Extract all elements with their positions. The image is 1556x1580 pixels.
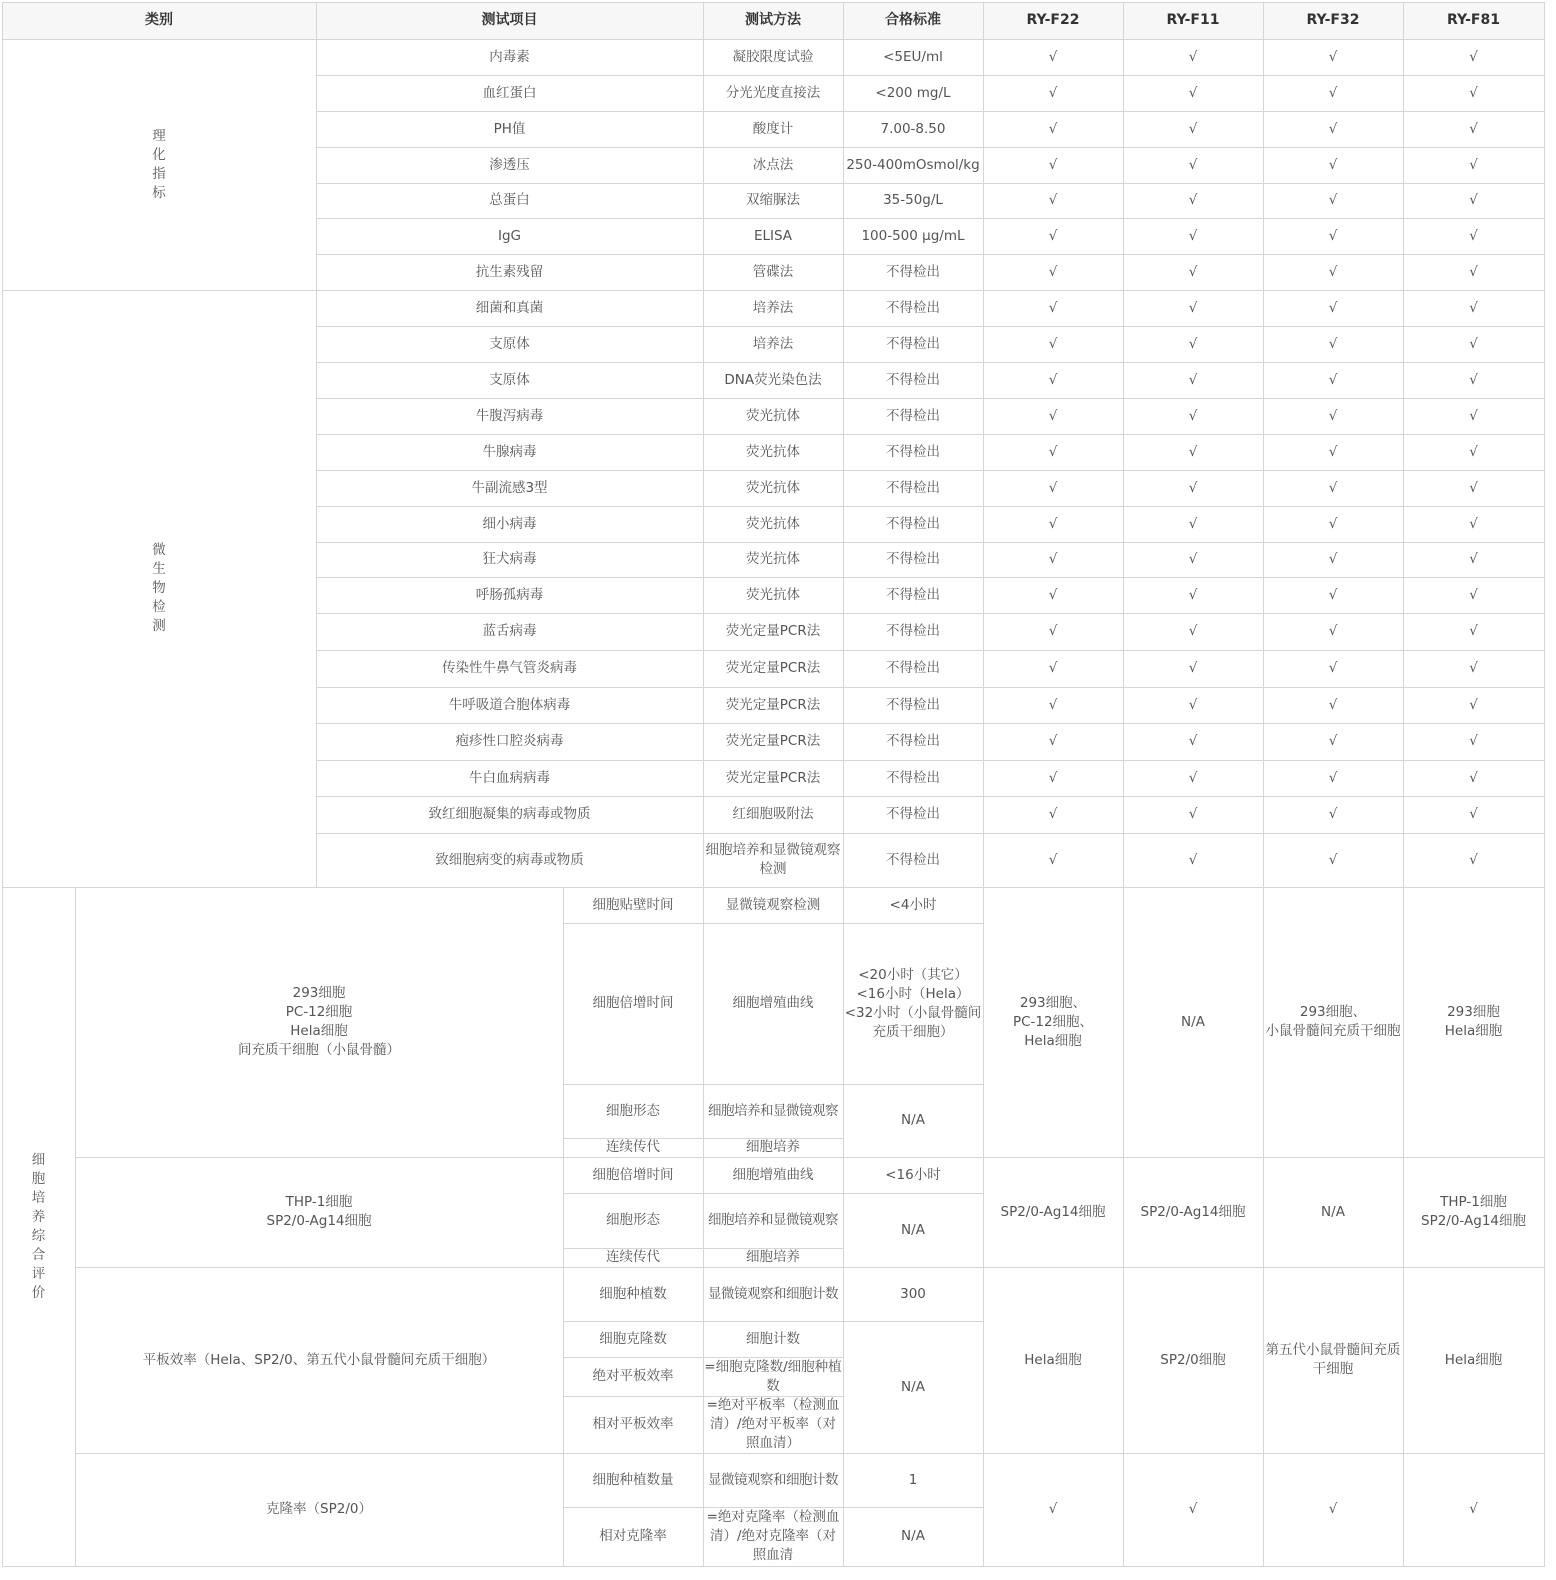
micro-item: 支原体 [489, 371, 530, 388]
physchem-standard: <5EU/ml [883, 48, 943, 65]
group3-method-1: 细胞计数 [746, 1330, 800, 1347]
grid-line [316, 833, 1545, 834]
micro-check-mark: √ [1048, 371, 1058, 388]
group2-ry-f22: SP2/0-Ag14细胞 [1000, 1203, 1106, 1220]
micro-item: 呼肠孤病毒 [475, 586, 544, 603]
grid-line [1123, 2, 1124, 1566]
grid-line [563, 1507, 983, 1508]
group4-ry-f32: √ [1328, 1501, 1338, 1517]
physchem-check-mark: √ [1328, 263, 1338, 280]
micro-check-mark: √ [1188, 806, 1198, 822]
group1-ry-f22: 293细胞、 PC-12细胞、 Hela细胞 [1012, 994, 1094, 1049]
micro-method: 荧光抗体 [746, 586, 800, 603]
physchem-standard: 250-400mOsmol/kg [846, 156, 980, 173]
micro-item: 蓝舌病毒 [482, 623, 537, 639]
micro-check-mark: √ [1048, 299, 1058, 316]
grid-line [843, 2, 844, 1566]
grid-line [563, 887, 564, 1566]
micro-check-mark: √ [1469, 623, 1478, 639]
group3-method-3: =绝对平板率（检测血清）/绝对平板率（对照血清） [706, 1397, 840, 1451]
micro-check-mark: √ [1048, 407, 1058, 424]
grid-line [1263, 2, 1264, 1566]
micro-check-mark: √ [1328, 551, 1338, 567]
micro-check-mark: √ [1469, 660, 1478, 676]
grid-line [316, 147, 1545, 148]
group1-item-3: 连续传代 [606, 1139, 660, 1155]
micro-check-mark: √ [1048, 806, 1058, 822]
micro-check-mark: √ [1469, 851, 1478, 868]
grid-line [2, 887, 1545, 888]
physchem-check-mark: √ [1188, 48, 1198, 65]
grid-line [316, 111, 1545, 112]
grid-line [563, 1321, 983, 1322]
group4-ry-f22: √ [1048, 1501, 1058, 1517]
micro-check-mark: √ [1469, 407, 1478, 424]
group4-method-0: 显微镜观察和细胞计数 [708, 1471, 838, 1488]
group1-standard-0: <4小时 [889, 896, 937, 913]
physchem-check-mark: √ [1469, 263, 1478, 280]
micro-check-mark: √ [1328, 733, 1338, 749]
grid-line [1403, 2, 1404, 1566]
group2-standard-0: <16小时 [885, 1166, 941, 1183]
physchem-standard: 不得检出 [886, 263, 940, 280]
header-standard: 合格标准 [843, 2, 983, 39]
physchem-check-mark: √ [1048, 156, 1058, 173]
micro-check-mark: √ [1188, 851, 1198, 868]
micro-item: 牛呼吸道合胞体病毒 [448, 696, 571, 713]
micro-item: 牛白血病病毒 [469, 769, 550, 786]
grid-line [316, 723, 1545, 724]
micro-method: 荧光定量PCR法 [725, 733, 821, 749]
physchem-standard: 35-50g/L [883, 192, 943, 208]
header-ry-f81: RY-F81 [1403, 2, 1544, 39]
physchem-check-mark: √ [1469, 120, 1478, 137]
physchem-check-mark: √ [1048, 48, 1058, 65]
group4-ry-f11: √ [1188, 1501, 1198, 1517]
grid-line [316, 542, 1545, 543]
micro-check-mark: √ [1328, 623, 1338, 639]
physchem-check-mark: √ [1188, 84, 1198, 101]
group4-item-0: 细胞种植数量 [592, 1471, 674, 1488]
group2-item-0: 细胞倍增时间 [592, 1166, 674, 1183]
group2-cells: THP-1细胞 SP2/0-Ag14细胞 [266, 1194, 372, 1229]
grid-line [1544, 2, 1545, 1567]
group3-standard-0: 300 [900, 1285, 926, 1302]
micro-item: 牛副流感3型 [471, 479, 548, 496]
micro-standard: 不得检出 [886, 696, 940, 713]
physchem-item: 渗透压 [489, 156, 530, 173]
physchem-method: ELISA [753, 227, 793, 244]
group3-item-1: 细胞克隆数 [599, 1330, 667, 1347]
grid-line [75, 1267, 1545, 1268]
micro-check-mark: √ [1048, 586, 1058, 603]
micro-check-mark: √ [1188, 335, 1198, 352]
group1-item-0: 细胞贴壁时间 [592, 896, 674, 913]
group2-method-2: 细胞培养 [746, 1249, 800, 1265]
micro-check-mark: √ [1469, 443, 1478, 460]
group1-item-1: 细胞倍增时间 [592, 995, 674, 1011]
micro-check-mark: √ [1048, 660, 1058, 676]
group2-ry-f32: N/A [1321, 1203, 1345, 1220]
micro-standard: 不得检出 [886, 479, 940, 496]
micro-check-mark: √ [1048, 335, 1058, 352]
micro-method: 培养法 [752, 335, 794, 352]
group3-ry-f11: SP2/0细胞 [1160, 1351, 1226, 1368]
micro-method: 荧光定量PCR法 [725, 623, 821, 639]
micro-item: 疱疹性口腔炎病毒 [455, 733, 564, 749]
grid-line [983, 2, 984, 1566]
micro-method: 红细胞吸附法 [732, 806, 814, 822]
micro-standard: 不得检出 [886, 769, 940, 786]
header-test-method: 测试方法 [703, 2, 843, 39]
micro-check-mark: √ [1048, 733, 1058, 749]
grid-line [2, 290, 1545, 291]
micro-standard: 不得检出 [886, 443, 940, 460]
micro-check-mark: √ [1188, 407, 1198, 424]
micro-check-mark: √ [1469, 299, 1478, 316]
group3-ry-f32: 第五代小鼠骨髓间充质干细胞 [1265, 1342, 1401, 1377]
physchem-check-mark: √ [1328, 84, 1338, 101]
micro-method: 培养法 [752, 299, 794, 316]
physchem-check-mark: √ [1328, 120, 1338, 137]
grid-line [316, 650, 1545, 651]
group3-method-2: =细胞克隆数/细胞种植数 [704, 1358, 842, 1394]
grid-line [75, 1157, 1545, 1158]
grid-line [316, 470, 1545, 471]
micro-check-mark: √ [1469, 769, 1478, 786]
physchem-check-mark: √ [1469, 84, 1478, 101]
micro-check-mark: √ [1328, 696, 1338, 713]
physchem-check-mark: √ [1328, 48, 1338, 65]
grid-line [316, 183, 1545, 184]
physchem-check-mark: √ [1048, 192, 1058, 208]
micro-standard: 不得检出 [886, 335, 940, 352]
micro-check-mark: √ [1328, 371, 1338, 388]
grid-line [316, 434, 1545, 435]
micro-check-mark: √ [1328, 851, 1338, 868]
group1-method-3: 细胞培养 [746, 1139, 800, 1155]
physchem-check-mark: √ [1048, 263, 1058, 280]
header-ry-f11: RY-F11 [1123, 2, 1263, 39]
physchem-check-mark: √ [1188, 263, 1198, 280]
micro-check-mark: √ [1188, 660, 1198, 676]
micro-item: 传染性牛鼻气管炎病毒 [442, 660, 577, 676]
grid-line [2, 1566, 1545, 1567]
micro-check-mark: √ [1188, 586, 1198, 603]
micro-check-mark: √ [1469, 335, 1478, 352]
physchem-check-mark: √ [1469, 227, 1478, 244]
group1-method-0: 显微镜观察检测 [725, 896, 821, 913]
category-microbiology: 微 生 物 检 测 [152, 542, 166, 634]
micro-check-mark: √ [1188, 443, 1198, 460]
group2-item-2: 连续传代 [606, 1249, 660, 1265]
micro-check-mark: √ [1048, 479, 1058, 496]
physchem-check-mark: √ [1469, 156, 1478, 173]
micro-check-mark: √ [1048, 623, 1058, 639]
group2-method-1: 细胞培养和显微镜观察 [708, 1212, 838, 1228]
grid-line [316, 398, 1545, 399]
grid-line [563, 1193, 983, 1194]
micro-standard: 不得检出 [886, 660, 940, 676]
micro-check-mark: √ [1328, 769, 1338, 786]
micro-check-mark: √ [1469, 806, 1478, 822]
group2-item-1: 细胞形态 [606, 1212, 660, 1228]
micro-method: 荧光抗体 [746, 515, 800, 532]
micro-check-mark: √ [1328, 586, 1338, 603]
group1-item-2: 细胞形态 [606, 1102, 660, 1119]
physchem-check-mark: √ [1048, 84, 1058, 101]
group1-ry-f81: 293细胞 Hela细胞 [1444, 1004, 1503, 1039]
group1-standard-1: <20小时（其它） <16小时（Hela） <32小时（小鼠骨髓间充质干细胞） [844, 966, 982, 1040]
physchem-method: 分光光度直接法 [725, 84, 821, 101]
grid-line [563, 1084, 983, 1085]
micro-check-mark: √ [1469, 515, 1478, 532]
micro-standard: 不得检出 [886, 371, 940, 388]
group2-ry-f81: THP-1细胞 SP2/0-Ag14细胞 [1421, 1194, 1526, 1229]
micro-method: 荧光定量PCR法 [725, 660, 821, 676]
micro-check-mark: √ [1188, 299, 1198, 316]
group3-item-0: 细胞种植数 [599, 1285, 667, 1302]
group3-cells: 平板效率（Hela、SP2/0、第五代小鼠骨髓间充质干细胞） [142, 1351, 496, 1368]
grid-line [316, 796, 1545, 797]
group1-ry-f32: 293细胞、 小鼠骨髓间充质干细胞 [1265, 1004, 1401, 1039]
micro-check-mark: √ [1328, 515, 1338, 532]
micro-check-mark: √ [1328, 479, 1338, 496]
micro-check-mark: √ [1328, 660, 1338, 676]
micro-standard: 不得检出 [886, 586, 940, 603]
grid-line [75, 887, 76, 1566]
micro-check-mark: √ [1328, 407, 1338, 424]
physchem-check-mark: √ [1469, 192, 1478, 208]
micro-check-mark: √ [1188, 515, 1198, 532]
micro-check-mark: √ [1188, 696, 1198, 713]
micro-standard: 不得检出 [886, 299, 940, 316]
grid-line [703, 2, 704, 1566]
micro-standard: 不得检出 [886, 623, 940, 639]
group4-item-1: 相对克隆率 [599, 1528, 667, 1544]
grid-line [316, 326, 1545, 327]
physchem-check-mark: √ [1469, 48, 1478, 65]
grid-line [316, 577, 1545, 578]
micro-check-mark: √ [1469, 733, 1478, 749]
grid-line [316, 687, 1545, 688]
physchem-standard: <200 mg/L [875, 84, 951, 101]
physchem-method: 管碟法 [752, 263, 794, 280]
group4-method-1: =绝对克隆率（检测血清）/绝对克隆率（对照血清 [706, 1509, 840, 1563]
group3-ry-f81: Hela细胞 [1444, 1351, 1503, 1368]
physchem-method: 双缩脲法 [746, 192, 800, 208]
group1-method-2: 细胞培养和显微镜观察 [708, 1102, 838, 1119]
micro-check-mark: √ [1328, 299, 1338, 316]
grid-line [316, 2, 317, 887]
group2-standard-shared: N/A [901, 1221, 925, 1238]
micro-method: 荧光抗体 [746, 443, 800, 460]
micro-check-mark: √ [1469, 696, 1478, 713]
micro-method: DNA荧光染色法 [724, 371, 822, 388]
physchem-check-mark: √ [1328, 192, 1338, 208]
physchem-check-mark: √ [1188, 120, 1198, 137]
grid-line [316, 613, 1545, 614]
micro-check-mark: √ [1048, 443, 1058, 460]
spec-table [2, 2, 1548, 1568]
header-ry-f22: RY-F22 [983, 2, 1123, 39]
physchem-item: 抗生素残留 [475, 263, 544, 280]
micro-check-mark: √ [1188, 371, 1198, 388]
micro-item: 细小病毒 [482, 515, 537, 532]
physchem-check-mark: √ [1188, 192, 1198, 208]
grid-line [563, 923, 983, 924]
physchem-item: 血红蛋白 [482, 84, 537, 101]
micro-item: 细菌和真菌 [475, 299, 544, 316]
physchem-item: PH值 [493, 120, 526, 137]
header-test-item: 测试项目 [316, 2, 703, 39]
category-cell-culture: 细 胞 培 养 综 合 评 价 [31, 1151, 46, 1301]
header-ry-f32: RY-F32 [1263, 2, 1403, 39]
physchem-check-mark: √ [1328, 156, 1338, 173]
micro-method: 荧光定量PCR法 [725, 769, 821, 786]
grid-line [2, 2, 1545, 3]
physchem-item: 总蛋白 [489, 192, 530, 208]
micro-check-mark: √ [1048, 515, 1058, 532]
micro-standard: 不得检出 [886, 806, 940, 822]
grid-line [75, 1453, 1545, 1454]
grid-line [2, 2, 3, 1567]
group1-method-1: 细胞增殖曲线 [732, 995, 814, 1011]
group4-standard-0: 1 [908, 1471, 918, 1488]
micro-standard: 不得检出 [886, 515, 940, 532]
group3-standard-shared: N/A [901, 1378, 925, 1395]
micro-check-mark: √ [1328, 335, 1338, 352]
micro-check-mark: √ [1188, 769, 1198, 786]
physchem-check-mark: √ [1188, 156, 1198, 173]
grid-line [316, 760, 1545, 761]
grid-line [316, 506, 1545, 507]
group2-method-0: 细胞增殖曲线 [732, 1166, 814, 1183]
micro-method: 荧光抗体 [746, 407, 800, 424]
physchem-item: IgG [497, 227, 521, 244]
group3-method-0: 显微镜观察和细胞计数 [708, 1285, 838, 1302]
micro-method: 荧光抗体 [746, 479, 800, 496]
micro-item: 致细胞病变的病毒或物质 [435, 851, 584, 868]
physchem-check-mark: √ [1048, 120, 1058, 137]
micro-check-mark: √ [1048, 851, 1058, 868]
physchem-method: 冰点法 [752, 156, 794, 173]
grid-line [316, 362, 1545, 363]
group1-standard-shared: N/A [901, 1112, 925, 1128]
grid-line [2, 39, 1545, 40]
category-physchem: 理 化 指 标 [152, 127, 166, 201]
micro-item: 牛腹泻病毒 [475, 407, 544, 424]
micro-check-mark: √ [1328, 806, 1338, 822]
micro-standard: 不得检出 [886, 407, 940, 424]
micro-check-mark: √ [1469, 551, 1478, 567]
group1-ry-f11: N/A [1181, 1013, 1205, 1030]
micro-standard: 不得检出 [886, 733, 940, 749]
group4-ry-f81: √ [1469, 1501, 1478, 1517]
micro-standard: 不得检出 [886, 551, 940, 567]
grid-line [316, 75, 1545, 76]
group3-item-3: 相对平板效率 [592, 1416, 674, 1432]
group2-ry-f11: SP2/0-Ag14细胞 [1140, 1203, 1246, 1220]
micro-check-mark: √ [1188, 733, 1198, 749]
physchem-method: 凝胶限度试验 [732, 48, 814, 65]
physchem-standard: 7.00-8.50 [880, 120, 946, 137]
group3-item-2: 绝对平板效率 [592, 1368, 674, 1384]
micro-check-mark: √ [1469, 586, 1478, 603]
grid-line [316, 218, 1545, 219]
micro-item: 致红细胞凝集的病毒或物质 [428, 806, 591, 822]
micro-check-mark: √ [1328, 443, 1338, 460]
physchem-item: 内毒素 [489, 48, 530, 65]
micro-method: 荧光抗体 [746, 551, 800, 567]
group4-standard-1: N/A [901, 1528, 925, 1544]
micro-item: 狂犬病毒 [482, 551, 537, 567]
header-category: 类别 [2, 2, 316, 39]
micro-method: 细胞培养和显微镜观察检测 [705, 842, 841, 877]
micro-check-mark: √ [1469, 371, 1478, 388]
group1-cells: 293细胞 PC-12细胞 Hela细胞 间充质干细胞（小鼠骨髓） [238, 985, 400, 1058]
micro-item: 牛腺病毒 [482, 443, 537, 460]
micro-method: 荧光定量PCR法 [725, 696, 821, 713]
micro-check-mark: √ [1188, 551, 1198, 567]
micro-item: 支原体 [489, 335, 530, 352]
physchem-standard: 100-500 µg/mL [861, 227, 965, 244]
micro-standard: 不得检出 [886, 851, 940, 868]
group3-ry-f22: Hela细胞 [1024, 1351, 1082, 1368]
micro-check-mark: √ [1048, 696, 1058, 713]
group4-cells: 克隆率（SP2/0） [266, 1501, 372, 1517]
micro-check-mark: √ [1048, 551, 1058, 567]
micro-check-mark: √ [1469, 479, 1478, 496]
physchem-method: 酸度计 [752, 120, 794, 137]
physchem-check-mark: √ [1328, 227, 1338, 244]
micro-check-mark: √ [1048, 769, 1058, 786]
grid-line [316, 254, 1545, 255]
physchem-check-mark: √ [1188, 227, 1198, 244]
micro-check-mark: √ [1188, 479, 1198, 496]
physchem-check-mark: √ [1048, 227, 1058, 244]
micro-check-mark: √ [1188, 623, 1198, 639]
